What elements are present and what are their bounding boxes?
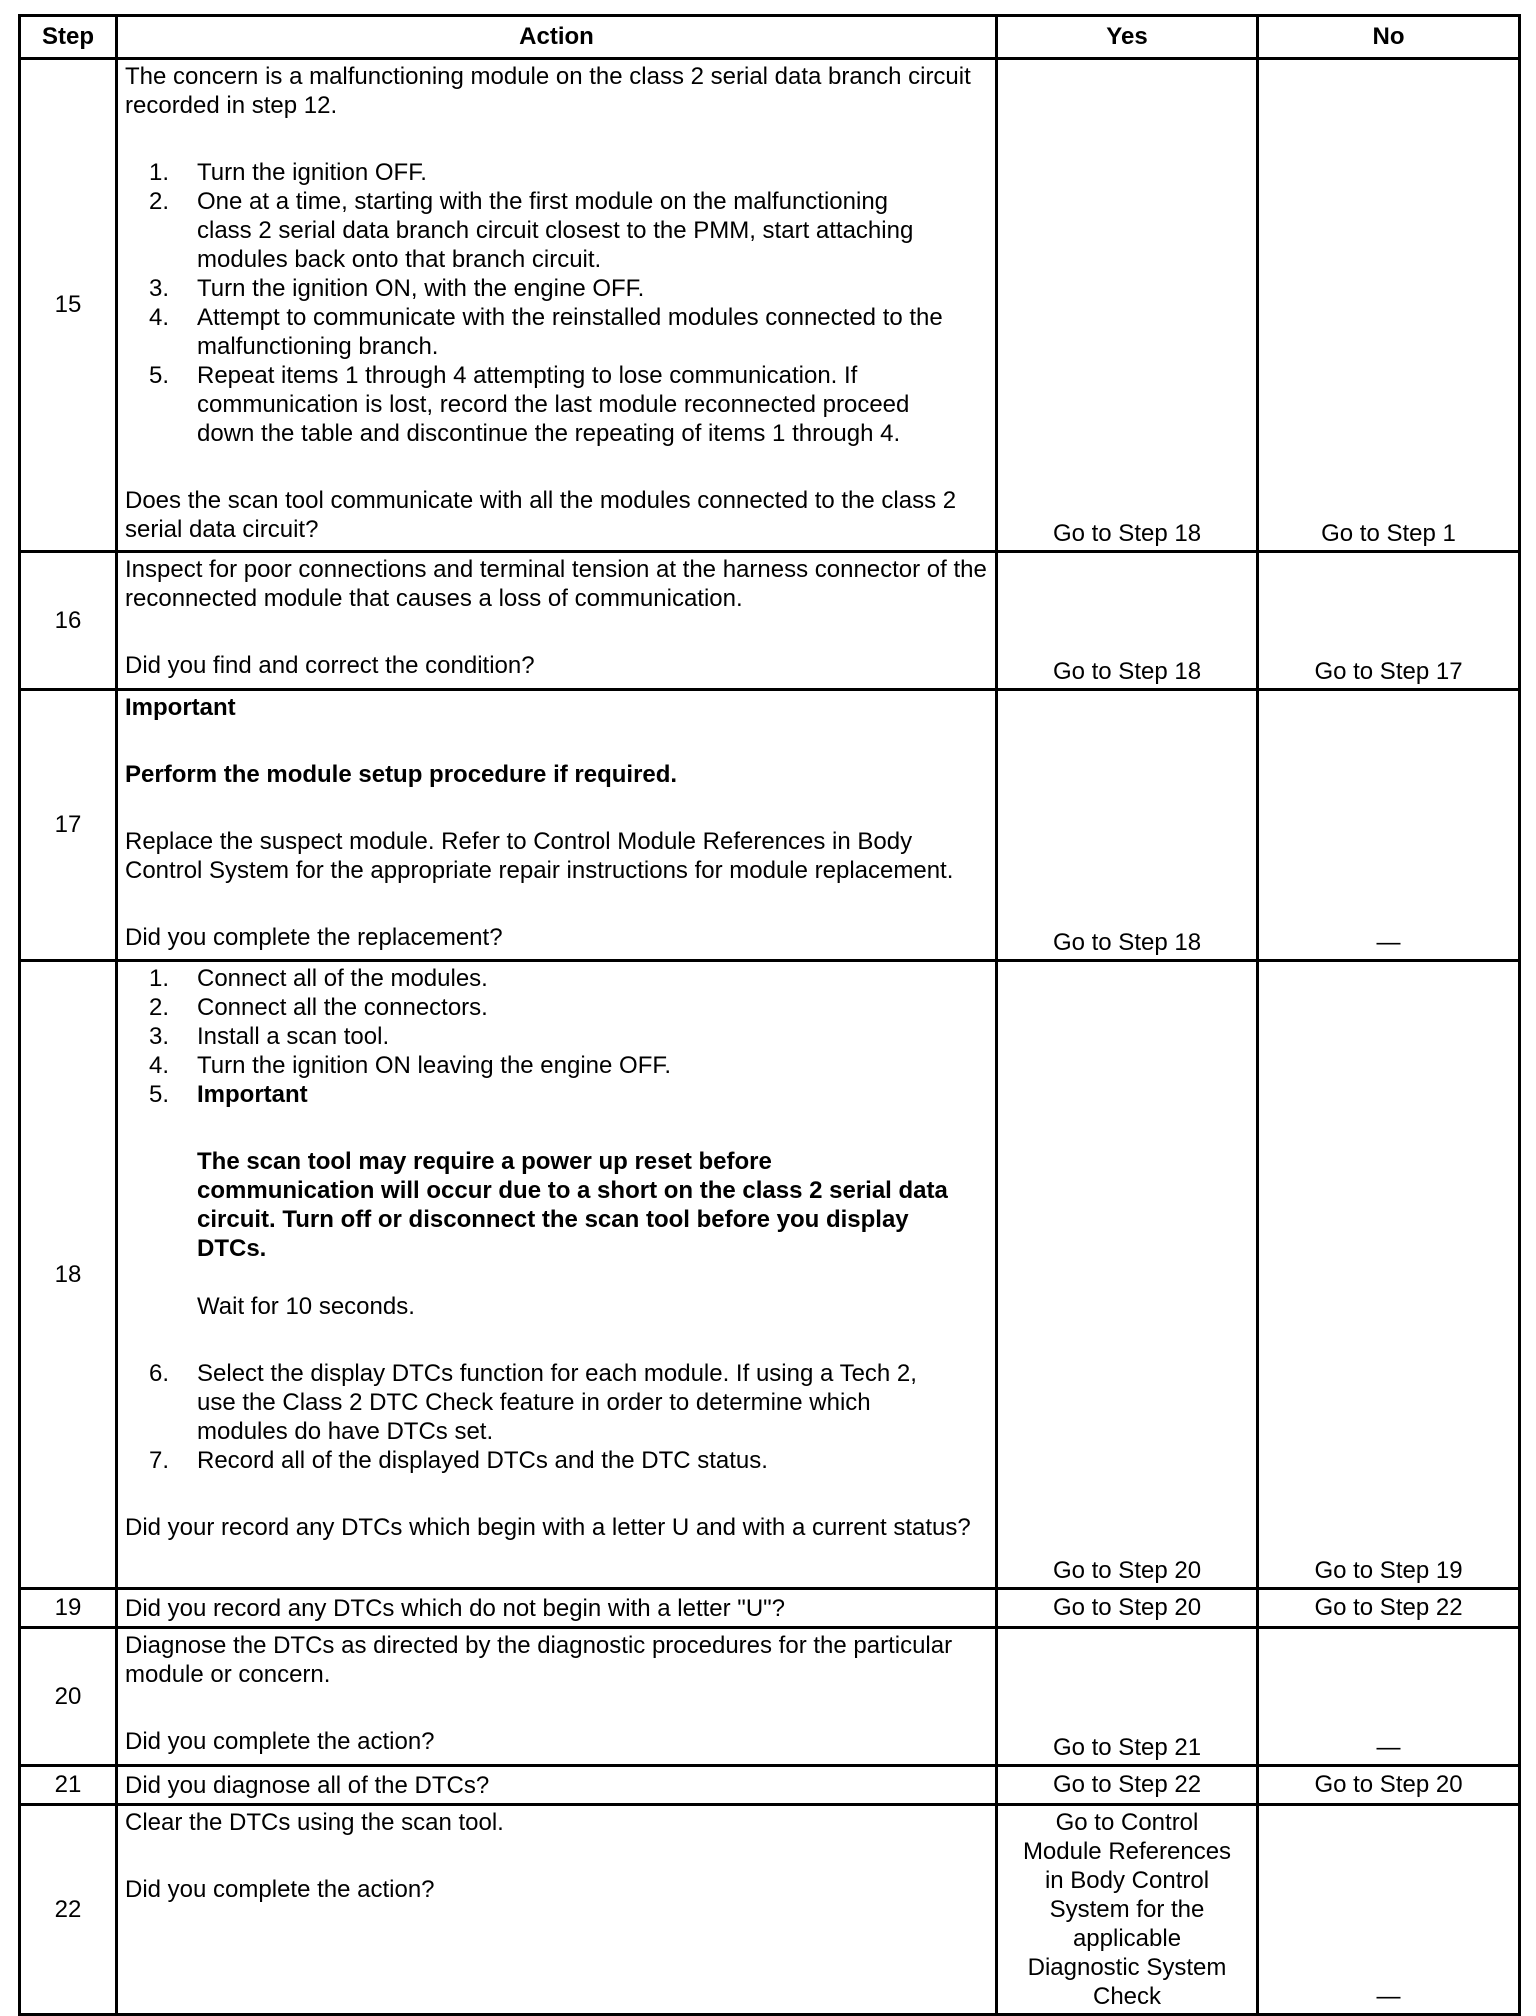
list-item-number: 2. <box>148 994 169 1021</box>
list-item-number: 3. <box>148 275 169 302</box>
action-cell <box>117 59 997 552</box>
yes-result: Go to Step 20 <box>997 961 1258 1589</box>
action-cell <box>117 1805 997 2015</box>
list-item <box>125 303 989 361</box>
no-result: — <box>1258 1628 1520 1766</box>
list-item <box>125 187 989 274</box>
no-result: Go to Step 22 <box>1258 1589 1520 1628</box>
yes-result: Go to Step 18 <box>997 552 1258 690</box>
list-item-text: Select the display DTCs function for each module. If using a Tech 2, use the Class 2 DTC Check feature in order to determine which modules do have DTCs set. <box>197 1360 917 1445</box>
table-row <box>20 552 1520 690</box>
important-note: Perform the module setup procedure if required. <box>125 761 678 788</box>
table-row <box>20 1805 1520 2015</box>
diagnostic-table <box>18 14 1521 2016</box>
table-row <box>20 961 1520 1589</box>
list-item-number: 1. <box>148 159 169 186</box>
action-cell <box>117 690 997 961</box>
no-result: Go to Step 17 <box>1258 552 1520 690</box>
list-item-text: Turn the ignition OFF. <box>197 159 427 186</box>
action-question: Did you diagnose all of the DTCs? <box>125 1771 490 1799</box>
list-item-number: 3. <box>148 1023 169 1050</box>
list-item-text <box>197 1080 989 1321</box>
no-result: — <box>1258 1805 1520 2015</box>
no-result: — <box>1258 690 1520 961</box>
table-row <box>20 1589 1520 1628</box>
list-item <box>125 274 989 303</box>
important-label: Important <box>197 1081 308 1108</box>
action-question: Did you find and correct the condition? <box>125 652 535 679</box>
procedure-list-continued <box>125 1359 989 1475</box>
step-number: 17 <box>20 690 117 961</box>
action-question: Did you record any DTCs which do not begin with a letter "U"? <box>125 1594 786 1622</box>
action-intro: Replace the suspect module. Refer to Control Module References in Body Control System for the appropriate repair instructions for module replacement. <box>125 828 954 884</box>
yes-result: Go to Step 22 <box>997 1766 1258 1805</box>
action-question: Did your record any DTCs which begin with a letter U and with a current status? <box>125 1514 971 1541</box>
list-item <box>125 158 989 187</box>
list-item <box>125 993 989 1022</box>
action-cell <box>117 1628 997 1766</box>
step-number: 19 <box>20 1589 117 1628</box>
table-row <box>20 1628 1520 1766</box>
list-item-number: 7. <box>148 1447 169 1474</box>
procedure-list <box>125 158 989 448</box>
action-question: Did you complete the action? <box>125 1876 435 1903</box>
table-row <box>20 59 1520 552</box>
step-number: 21 <box>20 1766 117 1805</box>
no-result: Go to Step 20 <box>1258 1766 1520 1805</box>
action-question: Did you complete the action? <box>125 1728 435 1755</box>
header-no: No <box>1258 16 1520 59</box>
no-result: Go to Step 19 <box>1258 961 1520 1589</box>
no-result: Go to Step 1 <box>1258 59 1520 552</box>
list-item <box>125 964 989 993</box>
action-intro: Clear the DTCs using the scan tool. <box>125 1809 504 1836</box>
yes-result: Go to Step 21 <box>997 1628 1258 1766</box>
header-yes: Yes <box>997 16 1258 59</box>
step-number: 16 <box>20 552 117 690</box>
list-item <box>125 1051 989 1080</box>
step-number: 18 <box>20 961 117 1589</box>
action-intro: Diagnose the DTCs as directed by the diagnostic procedures for the particular module or concern. <box>125 1632 953 1688</box>
yes-result: Go to Control Module References in Body Control System for the applicable Diagnostic System Check <box>997 1805 1258 2015</box>
important-label: Important <box>125 694 236 721</box>
step-number: 15 <box>20 59 117 552</box>
list-item-number: 6. <box>148 1360 169 1387</box>
step-number: 22 <box>20 1805 117 2015</box>
step-number: 20 <box>20 1628 117 1766</box>
list-item-number: 4. <box>148 304 169 331</box>
list-item-number: 4. <box>148 1052 169 1079</box>
action-cell <box>117 1766 997 1805</box>
action-intro: Inspect for poor connections and terminal tension at the harness connector of the reconnected module that causes a loss of communication. <box>125 556 987 612</box>
wait-instruction: Wait for 10 seconds. <box>197 1293 415 1320</box>
action-question: Does the scan tool communicate with all the modules connected to the class 2 serial data circuit? <box>125 487 957 543</box>
list-item-text: Record all of the displayed DTCs and the DTC status. <box>197 1447 768 1474</box>
list-item-text: Repeat items 1 through 4 attempting to lose communication. If communication is lost, record the last module reconnected proceed down the table and discontinue the repeating of items 1 through 4. <box>197 362 910 447</box>
list-item-text: Turn the ignition ON, with the engine OFF. <box>197 275 645 302</box>
list-item-number: 2. <box>148 188 169 215</box>
list-item-text: One at a time, starting with the first module on the malfunctioning class 2 serial data branch circuit closest to the PMM, start attaching modules back onto that branch circuit. <box>197 188 914 273</box>
list-item-text: Attempt to communicate with the reinstalled modules connected to the malfunctioning branch. <box>197 304 943 360</box>
list-item-text: Connect all of the modules. <box>197 965 488 992</box>
list-item <box>125 1022 989 1051</box>
list-item-text: Turn the ignition ON leaving the engine OFF. <box>197 1052 672 1079</box>
list-item <box>125 361 989 448</box>
header-action: Action <box>117 16 997 59</box>
action-cell <box>117 1589 997 1628</box>
list-item <box>125 1080 989 1321</box>
header-step: Step <box>20 16 117 59</box>
list-item <box>125 1446 989 1475</box>
action-cell <box>117 961 997 1589</box>
list-item-number: 5. <box>148 362 169 389</box>
important-note: The scan tool may require a power up reset before communication will occur due to a short on the class 2 serial data circuit. Turn off or disconnect the scan tool before you display DTCs. <box>197 1148 948 1262</box>
action-question: Did you complete the replacement? <box>125 924 503 951</box>
list-item <box>125 1359 989 1446</box>
action-intro: The concern is a malfunctioning module on the class 2 serial data branch circuit recorded in step 12. <box>125 63 971 119</box>
yes-result: Go to Step 20 <box>997 1589 1258 1628</box>
table-row <box>20 1766 1520 1805</box>
action-cell <box>117 552 997 690</box>
list-item-number: 1. <box>148 965 169 992</box>
procedure-list <box>125 964 989 1321</box>
list-item-text: Install a scan tool. <box>197 1023 390 1050</box>
header-row <box>20 16 1520 59</box>
list-item-text: Connect all the connectors. <box>197 994 488 1021</box>
list-item-number: 5. <box>148 1081 169 1108</box>
table-row <box>20 690 1520 961</box>
yes-result: Go to Step 18 <box>997 690 1258 961</box>
yes-result: Go to Step 18 <box>997 59 1258 552</box>
